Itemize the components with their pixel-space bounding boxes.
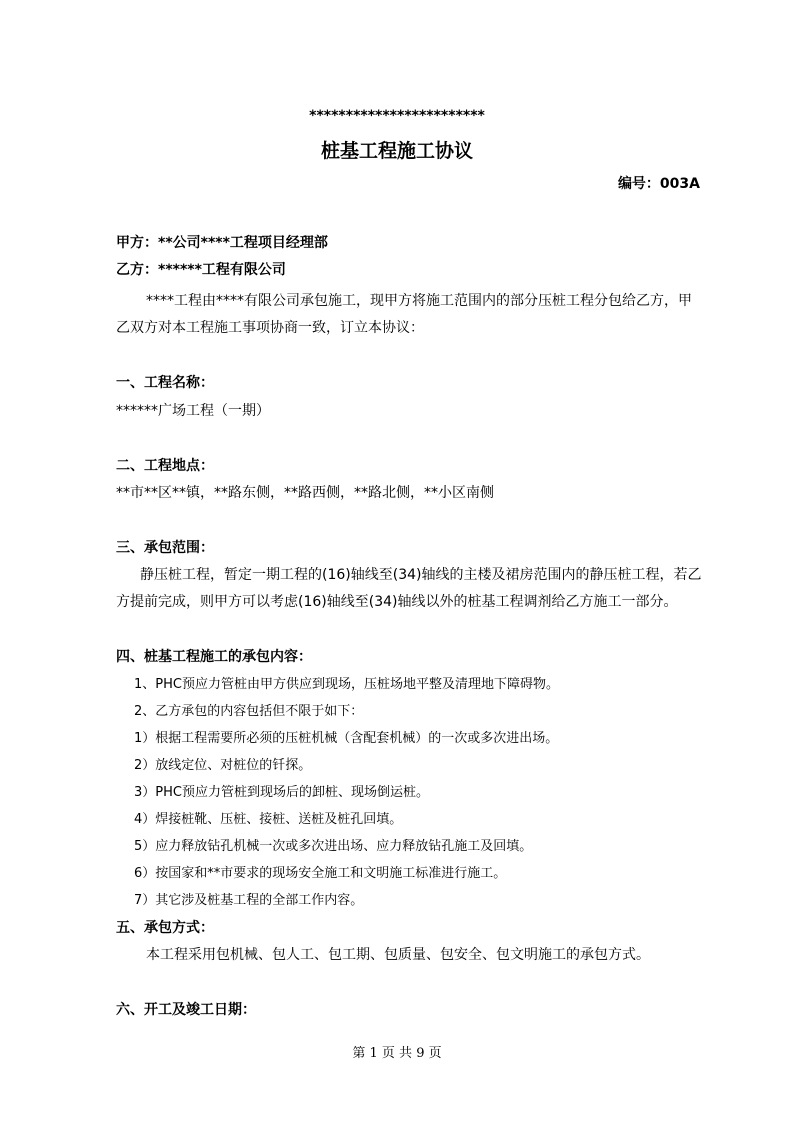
section-4-item: 4）焊接桩靴、压桩、接桩、送桩及桩孔回填。 — [134, 812, 403, 827]
section-4-item: 3）PHC预应力管桩到现场后的卸桩、现场倒运桩。 — [134, 785, 429, 800]
party-a: 甲方：**公司****工程项目经理部 — [116, 235, 328, 251]
document-number: 编号：003A — [617, 176, 700, 192]
intro-line-1: ****工程由****有限公司承包施工，现甲方将施工范围内的部分压桩工程分包给乙方，甲 — [146, 293, 692, 309]
section-4-item: 1）根据工程需要所必须的压桩机械（含配套机械）的一次或多次进出场。 — [134, 731, 559, 746]
section-5-heading: 五、承包方式： — [116, 920, 214, 936]
section-6-heading: 六、开工及竣工日期： — [116, 1002, 256, 1018]
section-1-body: ******广场工程（一期） — [116, 403, 270, 419]
section-3-heading: 三、承包范围： — [116, 540, 214, 556]
section-4-item: 2、乙方承包的内容包括但不限于如下： — [134, 704, 364, 719]
document-title: 桩基工程施工协议 — [320, 140, 473, 162]
section-3-line-1: 静压桩工程，暂定一期工程的(16)轴线至(34)轴线的主楼及裙房范围内的静压桩工程，若乙 — [140, 567, 702, 583]
section-1-heading: 一、工程名称： — [116, 375, 214, 391]
page-footer: 第 1 页 共 9 页 — [352, 1046, 442, 1061]
section-2-body: **市**区**镇，**路东侧，**路西侧，**路北侧，**小区南侧 — [116, 485, 494, 501]
section-4-item: 2）放线定位、对桩位的钎探。 — [134, 758, 312, 773]
intro-line-2: 乙双方对本工程施工事项协商一致，订立本协议： — [116, 320, 424, 336]
section-4-item: 5）应力释放钻孔机械一次或多次进出场、应力释放钻孔施工及回填。 — [134, 839, 533, 854]
section-4-item: 1、PHC预应力管桩由甲方供应到现场，压桩场地平整及清理地下障碍物。 — [134, 677, 559, 692]
header-stars: ************************ — [309, 108, 485, 124]
section-2-heading: 二、工程地点： — [116, 458, 214, 474]
section-5-body: 本工程采用包机械、包人工、包工期、包质量、包安全、包文明施工的承包方式。 — [146, 947, 650, 963]
section-4-item: 6）按国家和**市要求的现场安全施工和文明施工标准进行施工。 — [134, 866, 507, 881]
section-4-item: 7）其它涉及桩基工程的全部工作内容。 — [134, 893, 364, 908]
section-4-heading: 四、桩基工程施工的承包内容： — [116, 649, 312, 665]
party-b: 乙方：******工程有限公司 — [116, 262, 286, 278]
section-3-line-2: 方提前完成，则甲方可以考虑(16)轴线至(34)轴线以外的桩基工程调剂给乙方施工一部分。 — [116, 594, 678, 610]
